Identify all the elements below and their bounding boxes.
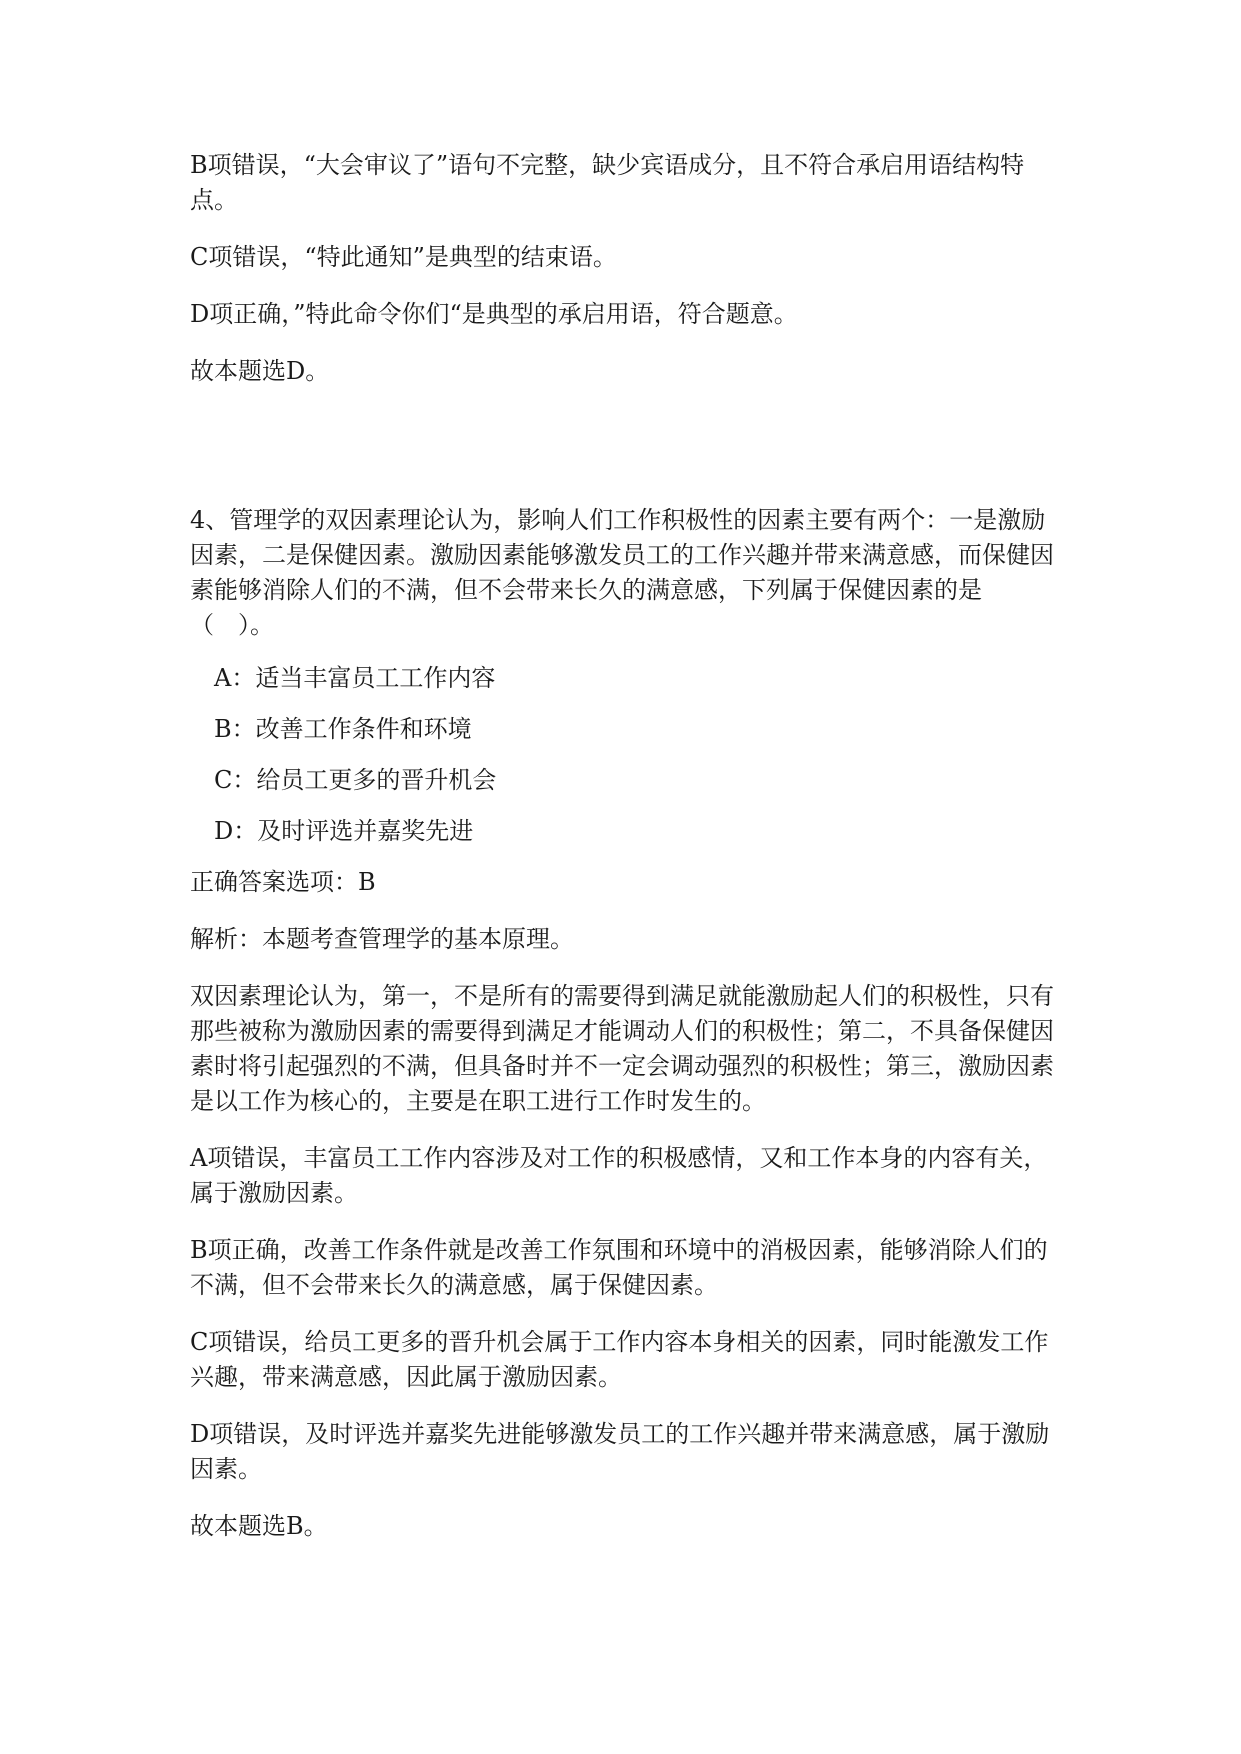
section-spacer <box>190 411 1060 503</box>
correct-answer: 正确答案选项：B <box>190 868 376 896</box>
option-a: A：适当丰富员工工作内容 <box>214 664 496 692</box>
previous-explanation-c: C项错误，“特此通知”是典型的结束语。 <box>190 243 617 271</box>
previous-explanation-b: B项错误，“大会审议了”语句不完整，缺少宾语成分，且不符合承启用语结构特点。 <box>190 151 1025 214</box>
option-b-explanation: B项正确，改善工作条件就是改善工作氛围和环境中的消极因素，能够消除人们的不满，但不会带来长久的满意感，属于保健因素。 <box>190 1236 1048 1299</box>
option-d: D：及时评选并嘉奖先进 <box>214 817 474 845</box>
final-answer: 故本题选B。 <box>190 1512 328 1540</box>
option-a-explanation: A项错误，丰富员工工作内容涉及对工作的积极感情，又和工作本身的内容有关，属于激励因素。 <box>190 1144 1048 1207</box>
previous-explanation-d: D项正确，”特此命令你们“是典型的承启用语，符合题意。 <box>190 300 798 328</box>
option-d-explanation: D项错误，及时评选并嘉奖先进能够激发员工的工作兴趣并带来满意感，属于激励因素。 <box>190 1420 1050 1483</box>
option-c: C：给员工更多的晋升机会 <box>214 766 497 794</box>
question-4-section <box>190 503 1060 1544</box>
document-content <box>190 148 1060 1566</box>
previous-answer-section <box>190 148 1060 389</box>
question-stem: 4、管理学的双因素理论认为，影响人们工作积极性的因素主要有两个：一是激励因素，二是保健因素。激励因素能够激发员工的工作兴趣并带来满意感，而保健因素能够消除人们的不满，但不会带来长久的满意感，下列属于保健因素的是（ ）。 <box>190 506 1054 639</box>
option-b: B：改善工作条件和环境 <box>214 715 472 743</box>
theory-explanation: 双因素理论认为，第一，不是所有的需要得到满足就能激励起人们的积极性，只有那些被称为激励因素的需要得到满足才能调动人们的积极性；第二，不具备保健因素时将引起强烈的不满，但具备时并不一定会调动强烈的积极性；第三，激励因素是以工作为核心的，主要是在职工进行工作时发生的。 <box>190 982 1054 1115</box>
previous-final-answer: 故本题选D。 <box>190 357 330 385</box>
option-c-explanation: C项错误，给员工更多的晋升机会属于工作内容本身相关的因素，同时能激发工作兴趣，带来满意感，因此属于激励因素。 <box>190 1328 1049 1391</box>
analysis-intro: 解析：本题考查管理学的基本原理。 <box>190 925 574 953</box>
